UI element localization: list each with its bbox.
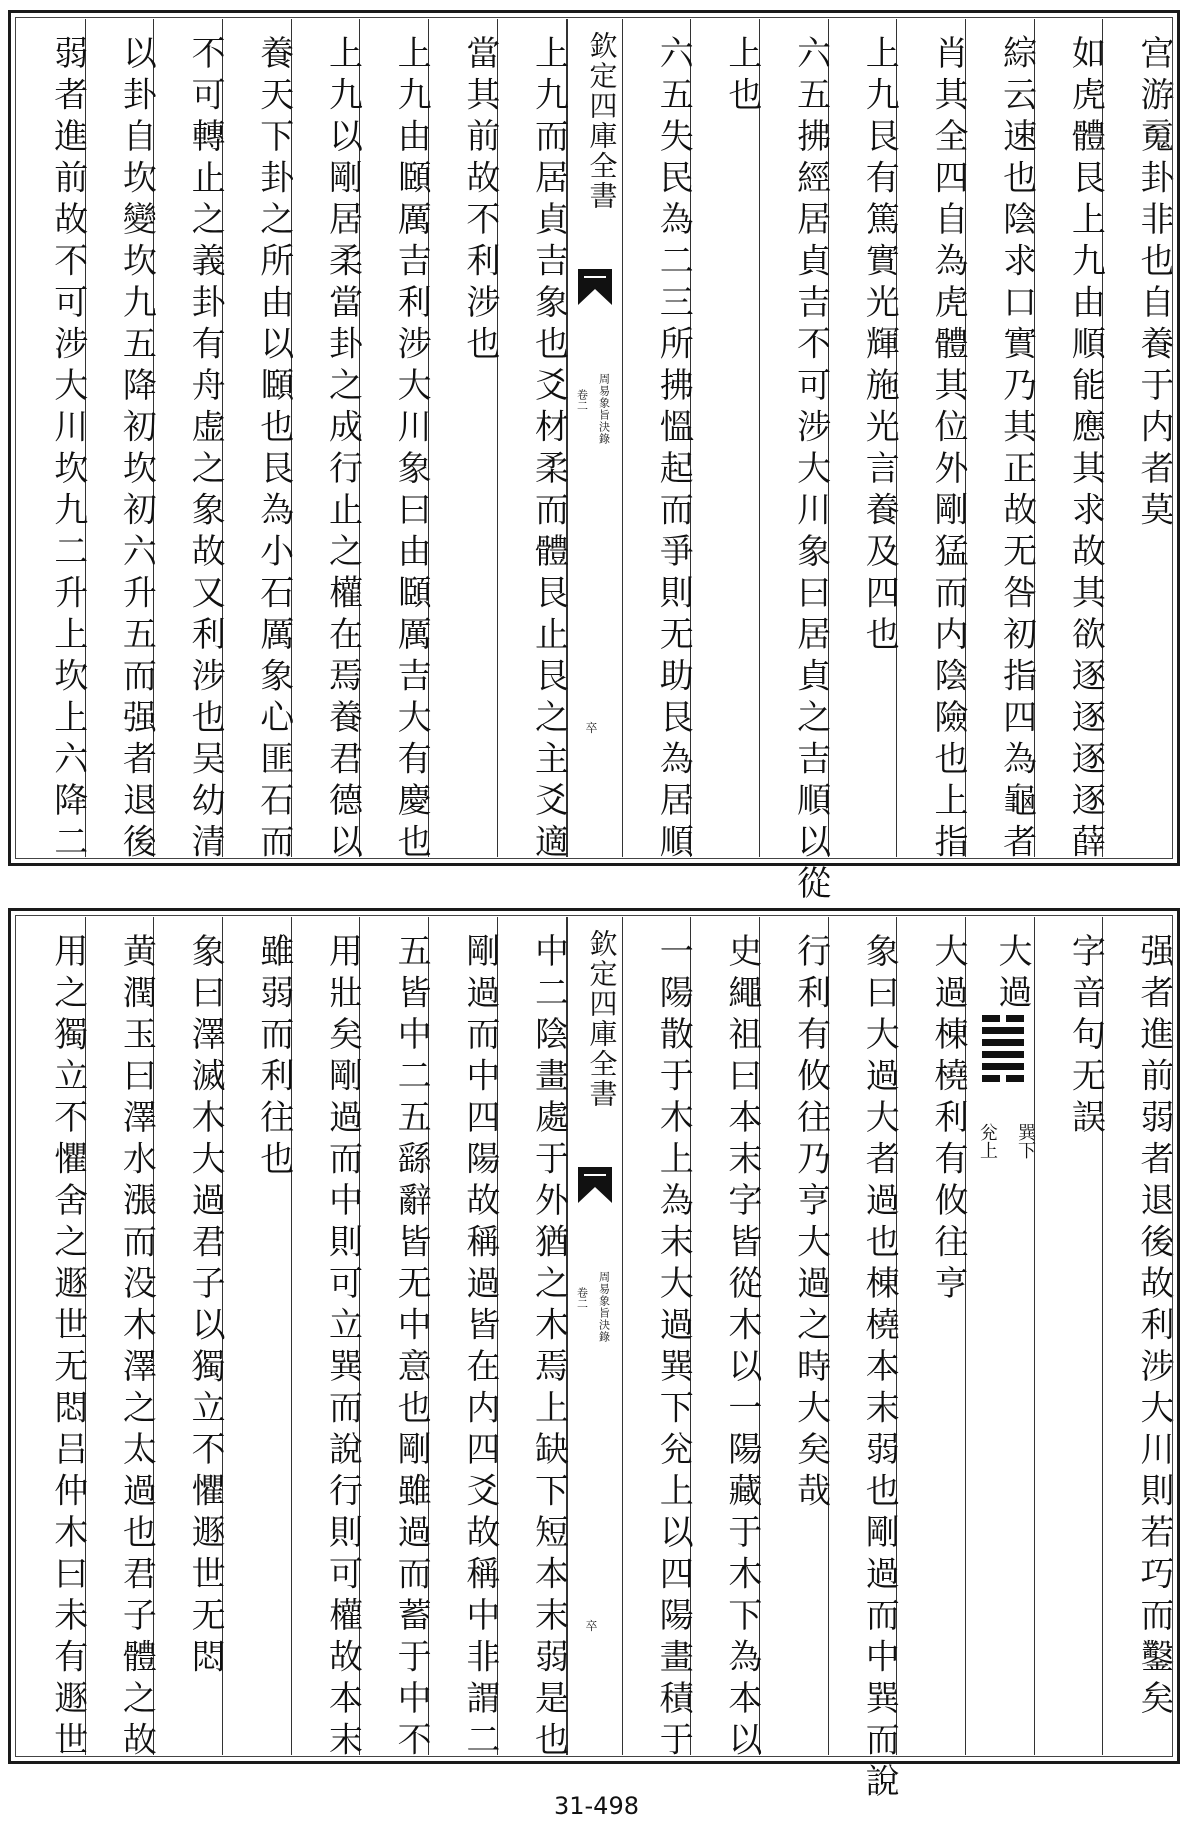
volume-label: 卷二 <box>575 389 589 411</box>
upper-page-columns <box>17 19 1174 907</box>
text-column: 綜云速也陰求口實乃其正故无咎初指四為龜者 <box>966 19 1035 857</box>
text-column: 黄潤玉曰澤水漲而没木澤之太過也君子體之故 <box>86 917 155 1755</box>
book-series-title: 欽定四庫全書 <box>585 929 619 1109</box>
text-column: 中二陰畫處于外猶之木焉上缺下短本末弱是也 <box>498 917 567 1755</box>
text-column: 不可轉止之義卦有舟虚之象故又利涉也吴幼清 <box>154 19 223 857</box>
text-column: 如虎體艮上九由順能應其求故其欲逐逐逐逐薛 <box>1035 19 1104 857</box>
lower-page-columns <box>17 917 1174 1805</box>
center-fold <box>567 19 623 857</box>
upper-trigram-label: 兊上 <box>976 1123 998 1159</box>
book-series-title: 欽定四庫全書 <box>585 31 619 211</box>
text-column: 五皆中二五繇辭皆无中意也剛雖過而蓄于中不 <box>360 917 429 1755</box>
book-title: 周易象旨決錄 <box>597 1271 611 1343</box>
text-column: 一陽散于木上為末大過巽下兊上以四陽畫積于 <box>623 917 692 1755</box>
text-column: 行利有攸往乃亨大過之時大矣哉 <box>760 917 829 1755</box>
text-column: 象曰澤滅木大過君子以獨立不懼遯世无悶 <box>154 917 223 1755</box>
text-column: 上也 <box>691 19 760 857</box>
text-column: 六五失民為二三所拂慍起而爭則无助艮為居順 <box>623 19 692 857</box>
text-column: 象曰大過大者過也棟橈本末弱也剛過而中巽而說 <box>829 917 898 1755</box>
page-number: 31-498 <box>553 1792 639 1820</box>
text-column: 養天下卦之所由以頥也艮為小石厲象心匪石而 <box>223 19 292 857</box>
text-column: 上九而居貞吉象也爻材柔而體艮止艮之主爻適 <box>498 19 567 857</box>
text-column: 强者進前弱者退後故利涉大川則若巧而鑿矣 <box>1134 933 1174 1722</box>
text-column: 大過棟橈利有攸往亨 <box>897 917 966 1755</box>
leaf-number: 卒 <box>585 721 598 735</box>
text-column: 肖其全四自為虎體其位外剛猛而内陰險也上指 <box>897 19 966 857</box>
text-column: 上九艮有篤實光輝施光言養及四也 <box>829 19 898 857</box>
upper-page <box>8 10 1180 907</box>
center-fold <box>567 917 623 1755</box>
book-title: 周易象旨決錄 <box>597 373 611 445</box>
text-column: 字音句无誤 <box>1035 917 1104 1755</box>
text-column: 用之獨立不懼舍之遯世无悶吕仲木曰未有遯世 <box>17 917 86 1755</box>
text-column: 史繩祖曰本末字皆從木以一陽藏于木下為本以 <box>691 917 760 1755</box>
hexagram-symbol-icon <box>980 1013 1026 1083</box>
lower-page <box>8 908 1180 1805</box>
hexagram-heading-column <box>966 917 1035 1755</box>
text-column: 用壯矣剛過而中則可立巽而說行則可權故本末 <box>292 917 361 1755</box>
text-column: 上九以剛居柔當卦之成行止之權在焉養君德以 <box>292 19 361 857</box>
text-column: 上九由頥厲吉利涉大川象曰由頥厲吉大有慶也 <box>360 19 429 857</box>
text-column: 弱者進前故不可涉大川坎九二升上坎上六降二 <box>17 19 86 857</box>
leaf-number: 卒 <box>585 1619 598 1633</box>
text-column: 雖弱而利往也 <box>223 917 292 1755</box>
volume-label: 卷二 <box>575 1287 589 1309</box>
fish-tail-mark-icon <box>576 267 614 307</box>
text-column: 當其前故不利涉也 <box>429 19 498 857</box>
text-column: 以卦自坎變坎九五降初坎初六升五而强者退後 <box>86 19 155 857</box>
text-column: 宫游䰟卦非也自養于内者莫 <box>1134 35 1174 533</box>
fish-tail-mark-icon <box>576 1165 614 1205</box>
text-column: 六五拂經居貞吉不可涉大川象曰居貞之吉順以從 <box>760 19 829 857</box>
lower-trigram-label: 巽下 <box>1014 1123 1036 1159</box>
text-column: 剛過而中四陽故稱過皆在内四爻故稱中非謂二 <box>429 917 498 1755</box>
hexagram-name: 大過 <box>991 933 1032 1015</box>
